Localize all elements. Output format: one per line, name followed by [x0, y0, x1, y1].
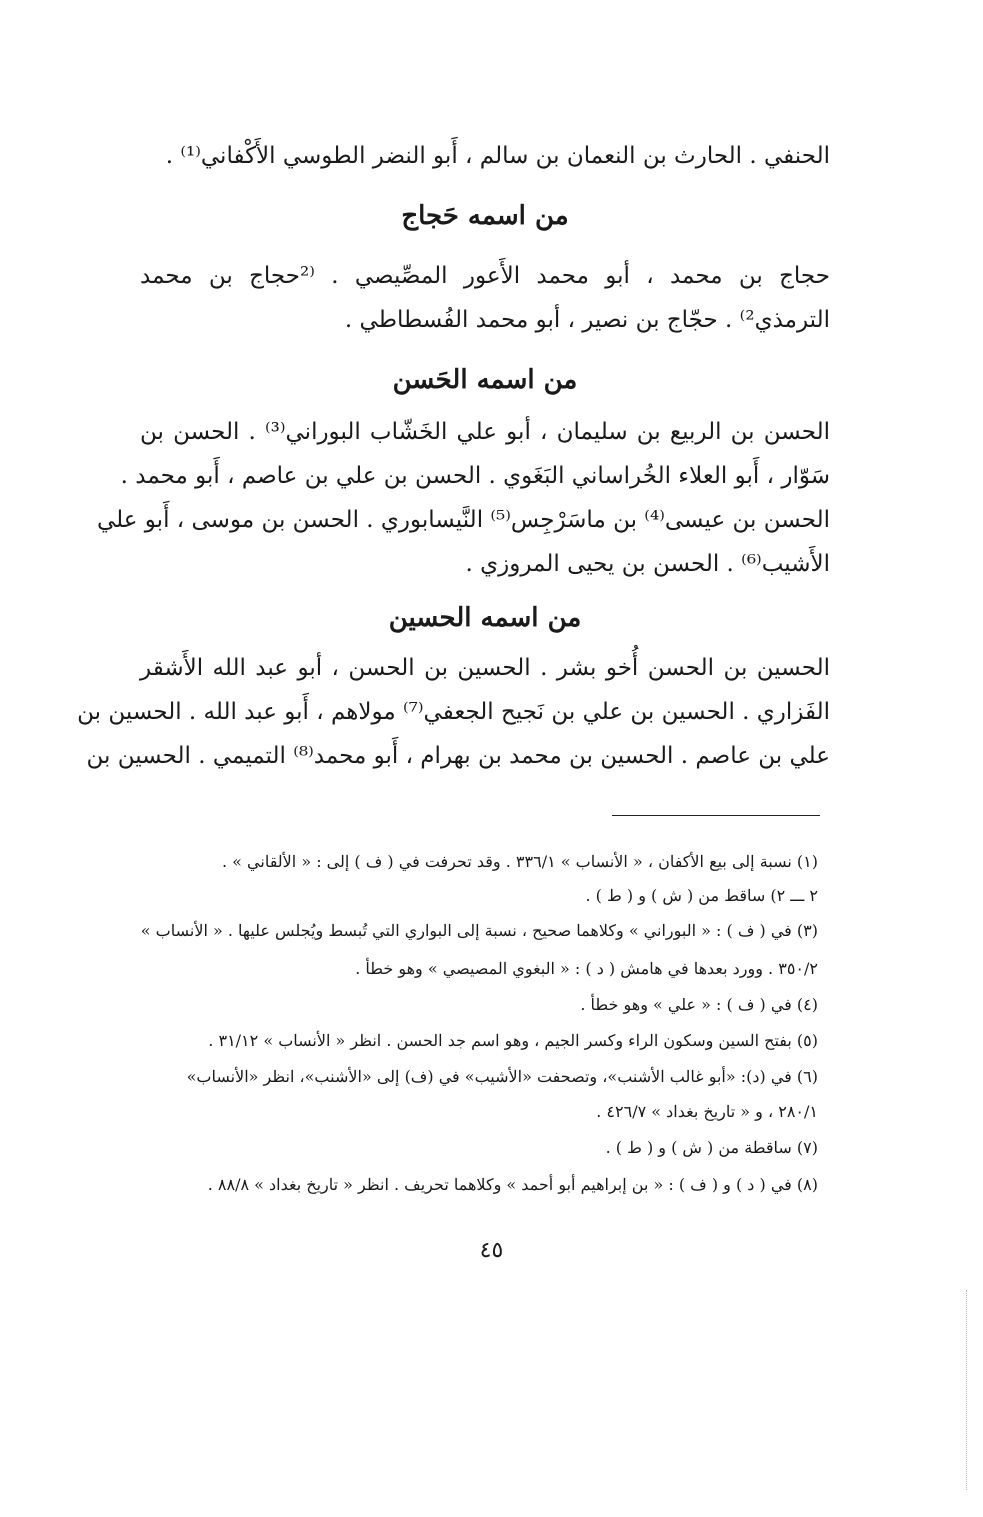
- text-line: الترمذي²⁾ . حجّاج بن نصير ، أبو محمد الفُسطاطي .: [344, 307, 830, 333]
- section-heading-hajjaj: من اسمه حَجاج: [401, 201, 569, 231]
- footnote-line: (٣) في ( ف ) : « البوراني » وكلاهما صحيح ، نسبة إلى البواري التي تُبسط ويُجلس عليها . « الأنساب »: [140, 921, 818, 940]
- text-line: الحسن بن الربيع بن سليمان ، أبو علي الخَشّاب البوراني⁽³⁾ . الحسن بن: [140, 419, 830, 445]
- footnote-line: (٧) ساقطة من ( ش ) و ( ط ) .: [605, 1138, 818, 1157]
- footnote-line: ٢ ـــ ٢) ساقط من ( ش ) و ( ط ) .: [585, 886, 818, 905]
- footnote-line: ٢٨٠/١ ، و « تاريخ بغداد » ٤٢٦/٧ .: [596, 1102, 818, 1121]
- text-line: علي بن عاصم . الحسين بن محمد بن بهرام ، أَبو محمد⁽⁸⁾ التميمي . الحسين بن: [86, 743, 830, 769]
- footnote-line: (٨) في ( د ) و ( ف ) : « بن إبراهيم أبو أحمد » وكلاهما تحريف . انظر « تاريخ بغداد » ٨٨/٨ .: [207, 1175, 818, 1194]
- footnote-line: (٦) في (د): «أبو غالب الأشنب»، وتصحفت «الأشيب» في (ف) إلى «الأشنب»، انظر «الأنساب»: [186, 1067, 818, 1086]
- text-line: حجاج بن محمد ، أبو محمد الأَعور المصِّيصي . ⁽²حجاج بن محمد: [140, 263, 830, 289]
- section-heading-husayn: من اسمه الحسين: [388, 603, 582, 633]
- text-line: الحسين بن الحسن أُخو بشر . الحسين بن الحسن ، أبو عبد الله الأَشقر: [140, 655, 830, 681]
- text-line: سَوّار ، أَبو العلاء الخُراساني البَغَوي . الحسن بن علي بن عاصم ، أَبو محمد .: [120, 463, 830, 489]
- footnote-line: (١) نسبة إلى بيع الأكفان ، « الأنساب » ٣٣٦/١ . وقد تحرفت في ( ف ) إلى : « الألقاني » .: [221, 852, 818, 871]
- text-line: الفَزاري . الحسين بن علي بن نَجيح الجعفي⁽⁷⁾ مولاهم ، أَبو عبد الله . الحسين بن: [77, 699, 830, 725]
- footnote-line: (٤) في ( ف ) : « علي » وهو خطأ .: [580, 995, 818, 1014]
- text-line: الأَشيب⁽⁶⁾ . الحسن بن يحيى المروزي .: [465, 551, 830, 577]
- footnote-separator: [612, 815, 820, 816]
- scan-margin-artifact: [966, 1290, 967, 1490]
- text-line: الحسن بن عيسى⁽⁴⁾ بن ماسَرْجِس⁽⁵⁾ النَّيسابوري . الحسن بن موسى ، أَبو علي: [96, 507, 830, 533]
- intro-line: الحنفي . الحارث بن النعمان بن سالم ، أَبو النضر الطوسي الأَكْفاني⁽¹⁾ .: [165, 143, 830, 169]
- page-number: ٤٥: [479, 1238, 504, 1263]
- main-text: [77, 140, 830, 780]
- footnote-line: (٥) بفتح السين وسكون الراء وكسر الجيم ، وهو اسم جد الحسن . انظر « الأنساب » ٣١/١٢ .: [208, 1031, 818, 1050]
- section-heading-hasan: من اسمه الحَسن: [392, 365, 578, 395]
- footnote-line: ٣٥٠/٢ . وورد بعدها في هامش ( د ) : « البغوي المصيصي » وهو خطأ .: [355, 959, 818, 978]
